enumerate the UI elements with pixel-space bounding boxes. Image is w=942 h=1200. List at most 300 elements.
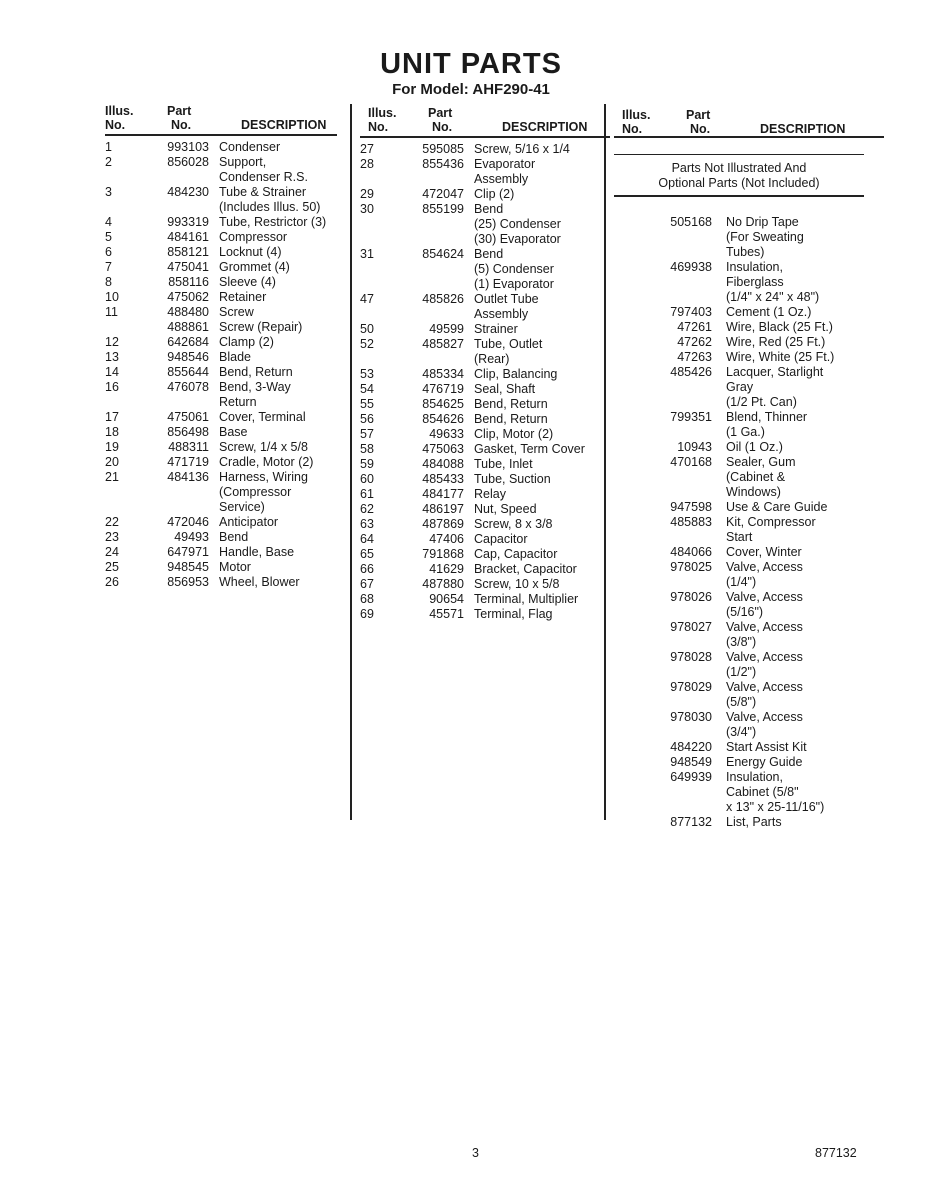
optional-part-row <box>614 365 884 410</box>
part-description <box>726 410 884 440</box>
description-line: Cover, Winter <box>726 545 802 559</box>
part-description <box>474 577 610 592</box>
description-line: Cap, Capacitor <box>474 547 558 561</box>
part-description <box>726 770 884 815</box>
part-number: 855436 <box>422 157 464 171</box>
description-line: Bend, Return <box>474 412 548 426</box>
optional-part-row <box>614 260 884 305</box>
column-header <box>614 106 884 138</box>
description-line: Clamp (2) <box>219 335 274 349</box>
description-line: Wire, Black (25 Ft.) <box>726 320 833 334</box>
parts-row <box>360 247 610 292</box>
part-description <box>219 365 337 380</box>
part-number: 49633 <box>429 427 464 441</box>
description-line: List, Parts <box>726 815 782 829</box>
parts-row <box>105 260 337 275</box>
part-number: 854624 <box>422 247 464 261</box>
illus-number: 25 <box>105 560 119 574</box>
parts-row <box>360 367 610 382</box>
illus-number: 3 <box>105 185 112 199</box>
part-number: 476719 <box>422 382 464 396</box>
description-line: Screw <box>219 305 254 319</box>
optional-part-row <box>614 590 884 620</box>
optional-part-row <box>614 215 884 260</box>
part-description <box>474 547 610 562</box>
description-line: Valve, Access <box>726 710 803 724</box>
description-line: (3/8") <box>726 635 757 649</box>
part-number: 649939 <box>670 770 712 784</box>
parts-row <box>360 442 610 457</box>
description-line: Use & Care Guide <box>726 500 828 514</box>
part-number: 45571 <box>429 607 464 621</box>
part-number: 47263 <box>677 350 712 364</box>
part-number: 855644 <box>167 365 209 379</box>
description-line: (1/2 Pt. Can) <box>726 395 797 409</box>
part-number: 487880 <box>422 577 464 591</box>
part-number: 476078 <box>167 380 209 394</box>
part-number: 993103 <box>167 140 209 154</box>
illus-number: 68 <box>360 592 374 606</box>
description-line: Service) <box>219 500 265 514</box>
note-line-2: Optional Parts (Not Included) <box>658 176 820 190</box>
part-description <box>726 455 884 500</box>
description-line: (1) Evaporator <box>474 277 554 291</box>
optional-part-row <box>614 440 884 455</box>
parts-row <box>360 427 610 442</box>
illus-number <box>105 320 155 335</box>
part-description <box>726 305 884 320</box>
part-number: 485826 <box>422 292 464 306</box>
part-description <box>219 530 337 545</box>
optional-part-row <box>614 320 884 335</box>
part-number: 470168 <box>670 455 712 469</box>
part-number: 488311 <box>168 440 209 454</box>
description-line: Evaporator <box>474 157 536 171</box>
part-number: 799351 <box>670 410 712 424</box>
description-line: Windows) <box>726 485 781 499</box>
parts-row <box>360 532 610 547</box>
description-line: Tube & Strainer <box>219 185 307 199</box>
description-line: Screw, 5/16 x 1/4 <box>474 142 570 156</box>
part-number: 475062 <box>167 290 209 304</box>
parts-row <box>360 382 610 397</box>
header-part: Part <box>167 104 192 118</box>
part-description <box>726 590 884 620</box>
part-number: 485433 <box>422 472 464 486</box>
illus-number: 11 <box>105 305 118 319</box>
illus-number: 2 <box>105 155 112 169</box>
header-part: Part <box>686 108 711 122</box>
description-line: (1/4" x 24" x 48") <box>726 290 820 304</box>
illus-number: 13 <box>105 350 119 364</box>
illus-number: 21 <box>105 470 119 484</box>
parts-row <box>105 365 337 380</box>
part-number: 978027 <box>670 620 712 634</box>
part-number: 484161 <box>167 230 209 244</box>
part-description <box>726 710 884 740</box>
illus-number: 23 <box>105 530 119 544</box>
optional-part-row <box>614 545 884 560</box>
part-number: 877132 <box>670 815 712 829</box>
optional-part-row <box>614 680 884 710</box>
part-description <box>219 290 337 305</box>
parts-row <box>105 230 337 245</box>
optional-part-row <box>614 815 884 830</box>
description-line: Screw, 8 x 3/8 <box>474 517 553 531</box>
part-number: 978029 <box>670 680 712 694</box>
illus-number: 60 <box>360 472 374 486</box>
optional-part-row <box>614 770 884 815</box>
parts-row <box>360 187 610 202</box>
optional-part-row <box>614 755 884 770</box>
part-description <box>474 292 610 322</box>
description-line: Tube, Inlet <box>474 457 533 471</box>
description-line: No Drip Tape <box>726 215 799 229</box>
part-description <box>474 322 610 337</box>
description-line: Fiberglass <box>726 275 784 289</box>
parts-row <box>360 607 610 622</box>
description-line: (1/2") <box>726 665 757 679</box>
illus-number: 18 <box>105 425 119 439</box>
description-line: Nut, Speed <box>474 502 537 516</box>
description-line: (1/4") <box>726 575 757 589</box>
part-description <box>219 440 337 455</box>
part-description <box>726 815 884 830</box>
part-number: 47406 <box>429 532 464 546</box>
part-description <box>219 230 337 245</box>
description-line: Tubes) <box>726 245 765 259</box>
part-description <box>219 455 337 470</box>
description-line: Clip, Motor (2) <box>474 427 554 441</box>
part-number: 978026 <box>670 590 712 604</box>
description-line: Insulation, <box>726 260 783 274</box>
description-line: Start <box>726 530 753 544</box>
description-line: Oil (1 Oz.) <box>726 440 783 454</box>
header-illus: Illus. <box>368 106 397 120</box>
description-line: Screw, 1/4 x 5/8 <box>219 440 308 454</box>
part-description <box>474 592 610 607</box>
part-number: 49599 <box>429 322 464 336</box>
illus-number: 56 <box>360 412 374 426</box>
description-line: (For Sweating <box>726 230 804 244</box>
illus-number: 1 <box>105 140 112 154</box>
part-number: 485883 <box>670 515 712 529</box>
part-description <box>219 335 337 350</box>
parts-column-2 <box>350 104 610 820</box>
part-number: 484230 <box>167 185 209 199</box>
parts-row <box>105 530 337 545</box>
part-number: 485334 <box>422 367 464 381</box>
part-description <box>219 140 337 155</box>
description-line: Kit, Compressor <box>726 515 816 529</box>
header-illus: Illus. <box>622 108 651 122</box>
part-number: 978025 <box>670 560 712 574</box>
header-illus: Illus. <box>105 104 134 118</box>
description-line: Valve, Access <box>726 680 803 694</box>
part-description <box>219 560 337 575</box>
description-line: Valve, Access <box>726 560 803 574</box>
description-line: Support, <box>219 155 267 169</box>
part-description <box>219 545 337 560</box>
optional-part-row <box>614 650 884 680</box>
part-number: 90654 <box>429 592 464 606</box>
page-number: 3 <box>472 1146 479 1160</box>
part-number: 488480 <box>167 305 209 319</box>
optional-parts-note <box>614 154 864 197</box>
illus-number: 22 <box>105 515 119 529</box>
illus-number: 52 <box>360 337 374 351</box>
illus-number: 66 <box>360 562 374 576</box>
illus-number: 14 <box>105 365 119 379</box>
description-line: Assembly <box>474 172 529 186</box>
illus-number: 31 <box>360 247 374 261</box>
part-description <box>219 575 337 590</box>
header-illus-no: No. <box>622 122 643 136</box>
part-number: 854625 <box>422 397 464 411</box>
illus-number: 61 <box>360 487 374 501</box>
parts-row <box>105 425 337 440</box>
parts-row <box>360 142 610 157</box>
parts-row <box>105 140 337 155</box>
part-description <box>474 607 610 622</box>
optional-part-row <box>614 515 884 545</box>
illus-number: 16 <box>105 380 119 394</box>
part-number: 854626 <box>422 412 464 426</box>
description-line: Wire, Red (25 Ft.) <box>726 335 826 349</box>
model-subtitle: For Model: AHF290-41 <box>392 81 550 98</box>
optional-part-row <box>614 455 884 500</box>
description-line: (Cabinet & <box>726 470 786 484</box>
column-header <box>360 106 610 138</box>
part-number: 475041 <box>167 260 209 274</box>
parts-row <box>360 562 610 577</box>
description-line: Tube, Suction <box>474 472 551 486</box>
part-number: 993319 <box>167 215 209 229</box>
description-line: Blend, Thinner <box>726 410 808 424</box>
part-number: 49493 <box>174 530 209 544</box>
part-description <box>474 202 610 247</box>
description-line: Screw (Repair) <box>219 320 303 334</box>
description-line: Cover, Terminal <box>219 410 306 424</box>
part-description <box>474 562 610 577</box>
optional-part-row <box>614 740 884 755</box>
part-description <box>474 472 610 487</box>
part-description <box>474 532 610 547</box>
part-description <box>474 517 610 532</box>
part-number: 485426 <box>670 365 712 379</box>
description-line: Bend <box>474 202 504 216</box>
optional-part-row <box>614 350 884 365</box>
part-description <box>726 740 884 755</box>
part-description <box>219 305 337 320</box>
description-line: Tube, Restrictor (3) <box>219 215 327 229</box>
description-line: Motor <box>219 560 251 574</box>
part-description <box>726 680 884 710</box>
part-number: 858116 <box>168 275 209 289</box>
parts-row <box>105 560 337 575</box>
illus-number: 58 <box>360 442 374 456</box>
parts-list <box>360 142 610 622</box>
part-description <box>474 412 610 427</box>
part-number: 595085 <box>422 142 464 156</box>
part-number: 47261 <box>677 320 712 334</box>
part-description <box>474 187 610 202</box>
illus-number: 28 <box>360 157 374 171</box>
illus-number: 62 <box>360 502 374 516</box>
part-number: 488861 <box>167 320 209 334</box>
part-number: 10943 <box>677 440 712 454</box>
description-line: Sealer, Gum <box>726 455 796 469</box>
parts-row <box>105 290 337 305</box>
parts-row <box>105 410 337 425</box>
illus-number: 65 <box>360 547 374 561</box>
part-number: 471719 <box>167 455 209 469</box>
illus-number: 20 <box>105 455 119 469</box>
parts-row <box>360 577 610 592</box>
part-number: 472047 <box>422 187 464 201</box>
description-line: Start Assist Kit <box>726 740 807 754</box>
description-line: (5) Condenser <box>474 262 554 276</box>
part-description <box>474 457 610 472</box>
part-description <box>219 350 337 365</box>
part-description <box>726 515 884 545</box>
illus-number: 8 <box>105 275 112 289</box>
part-number: 856953 <box>167 575 209 589</box>
part-number: 475061 <box>167 410 209 424</box>
parts-row <box>105 350 337 365</box>
optional-part-row <box>614 335 884 350</box>
illus-number: 6 <box>105 245 112 259</box>
parts-row <box>360 157 610 187</box>
parts-row <box>360 487 610 502</box>
parts-row <box>360 412 610 427</box>
parts-row <box>105 380 337 410</box>
part-number: 791868 <box>422 547 464 561</box>
description-line: x 13" x 25-11/16") <box>726 800 825 814</box>
part-number: 505168 <box>670 215 712 229</box>
part-description <box>474 382 610 397</box>
description-line: Blade <box>219 350 251 364</box>
description-line: (5/8") <box>726 695 757 709</box>
part-description <box>219 425 337 440</box>
description-line: Lacquer, Starlight <box>726 365 824 379</box>
description-line: Wheel, Blower <box>219 575 300 589</box>
column-header <box>105 104 337 136</box>
optional-part-row <box>614 710 884 740</box>
part-description <box>474 367 610 382</box>
description-line: (30) Evaporator <box>474 232 561 246</box>
description-line: (5/16") <box>726 605 764 619</box>
part-description <box>219 260 337 275</box>
part-description <box>219 155 337 185</box>
description-line: Harness, Wiring <box>219 470 308 484</box>
illus-number: 54 <box>360 382 374 396</box>
part-number: 947598 <box>670 500 712 514</box>
part-number: 472046 <box>167 515 209 529</box>
part-description <box>474 427 610 442</box>
part-description <box>726 320 884 335</box>
description-line: (Includes Illus. 50) <box>219 200 321 214</box>
part-number: 475063 <box>422 442 464 456</box>
part-description <box>219 320 337 335</box>
description-line: Tube, Outlet <box>474 337 543 351</box>
description-line: Valve, Access <box>726 650 803 664</box>
description-line: Condenser R.S. <box>219 170 308 184</box>
description-line: Screw, 10 x 5/8 <box>474 577 560 591</box>
illus-number: 64 <box>360 532 374 546</box>
optional-part-row <box>614 410 884 440</box>
illus-number: 69 <box>360 607 374 621</box>
description-line: Terminal, Multiplier <box>474 592 579 606</box>
parts-row <box>105 455 337 470</box>
part-number: 948549 <box>670 755 712 769</box>
header-description: DESCRIPTION <box>760 122 846 136</box>
parts-row <box>360 337 610 367</box>
header-illus-no: No. <box>368 120 389 134</box>
part-description <box>726 755 884 770</box>
part-number: 978030 <box>670 710 712 724</box>
description-line: Gasket, Term Cover <box>474 442 585 456</box>
description-line: Bracket, Capacitor <box>474 562 577 576</box>
part-number: 484136 <box>167 470 209 484</box>
note-line-1: Parts Not Illustrated And <box>671 161 807 175</box>
description-line: Wire, White (25 Ft.) <box>726 350 835 364</box>
illus-number: 55 <box>360 397 374 411</box>
illus-number: 19 <box>105 440 119 454</box>
description-line: Bend <box>219 530 249 544</box>
parts-row <box>105 155 337 185</box>
description-line: Energy Guide <box>726 755 803 769</box>
part-number: 856498 <box>167 425 209 439</box>
part-number: 484066 <box>670 545 712 559</box>
description-line: (3/4") <box>726 725 757 739</box>
part-number: 41629 <box>429 562 464 576</box>
parts-row <box>360 322 610 337</box>
description-line: Sleeve (4) <box>219 275 276 289</box>
illus-number: 10 <box>105 290 119 304</box>
part-description <box>219 245 337 260</box>
description-line: Clip (2) <box>474 187 515 201</box>
part-description <box>219 275 337 290</box>
part-number: 47262 <box>677 335 712 349</box>
illus-number: 29 <box>360 187 374 201</box>
illus-number: 17 <box>105 410 119 424</box>
optional-part-row <box>614 305 884 320</box>
part-description <box>726 620 884 650</box>
part-description <box>726 545 884 560</box>
parts-row <box>105 305 337 320</box>
description-line: Valve, Access <box>726 590 803 604</box>
illus-number: 50 <box>360 322 374 336</box>
part-number: 484177 <box>422 487 464 501</box>
parts-row <box>360 502 610 517</box>
part-description <box>474 337 610 367</box>
part-description <box>219 185 337 215</box>
parts-column-3 <box>604 104 884 829</box>
document-code: 877132 <box>815 1146 857 1160</box>
optional-parts-list <box>614 215 884 830</box>
description-line: Clip, Balancing <box>474 367 558 381</box>
part-description <box>726 560 884 590</box>
parts-row <box>360 202 610 247</box>
illus-number: 30 <box>360 202 374 216</box>
part-description <box>726 350 884 365</box>
description-line: (1 Ga.) <box>726 425 765 439</box>
description-line: Locknut (4) <box>219 245 282 259</box>
part-description <box>474 142 610 157</box>
parts-row <box>105 275 337 290</box>
part-number: 642684 <box>167 335 209 349</box>
